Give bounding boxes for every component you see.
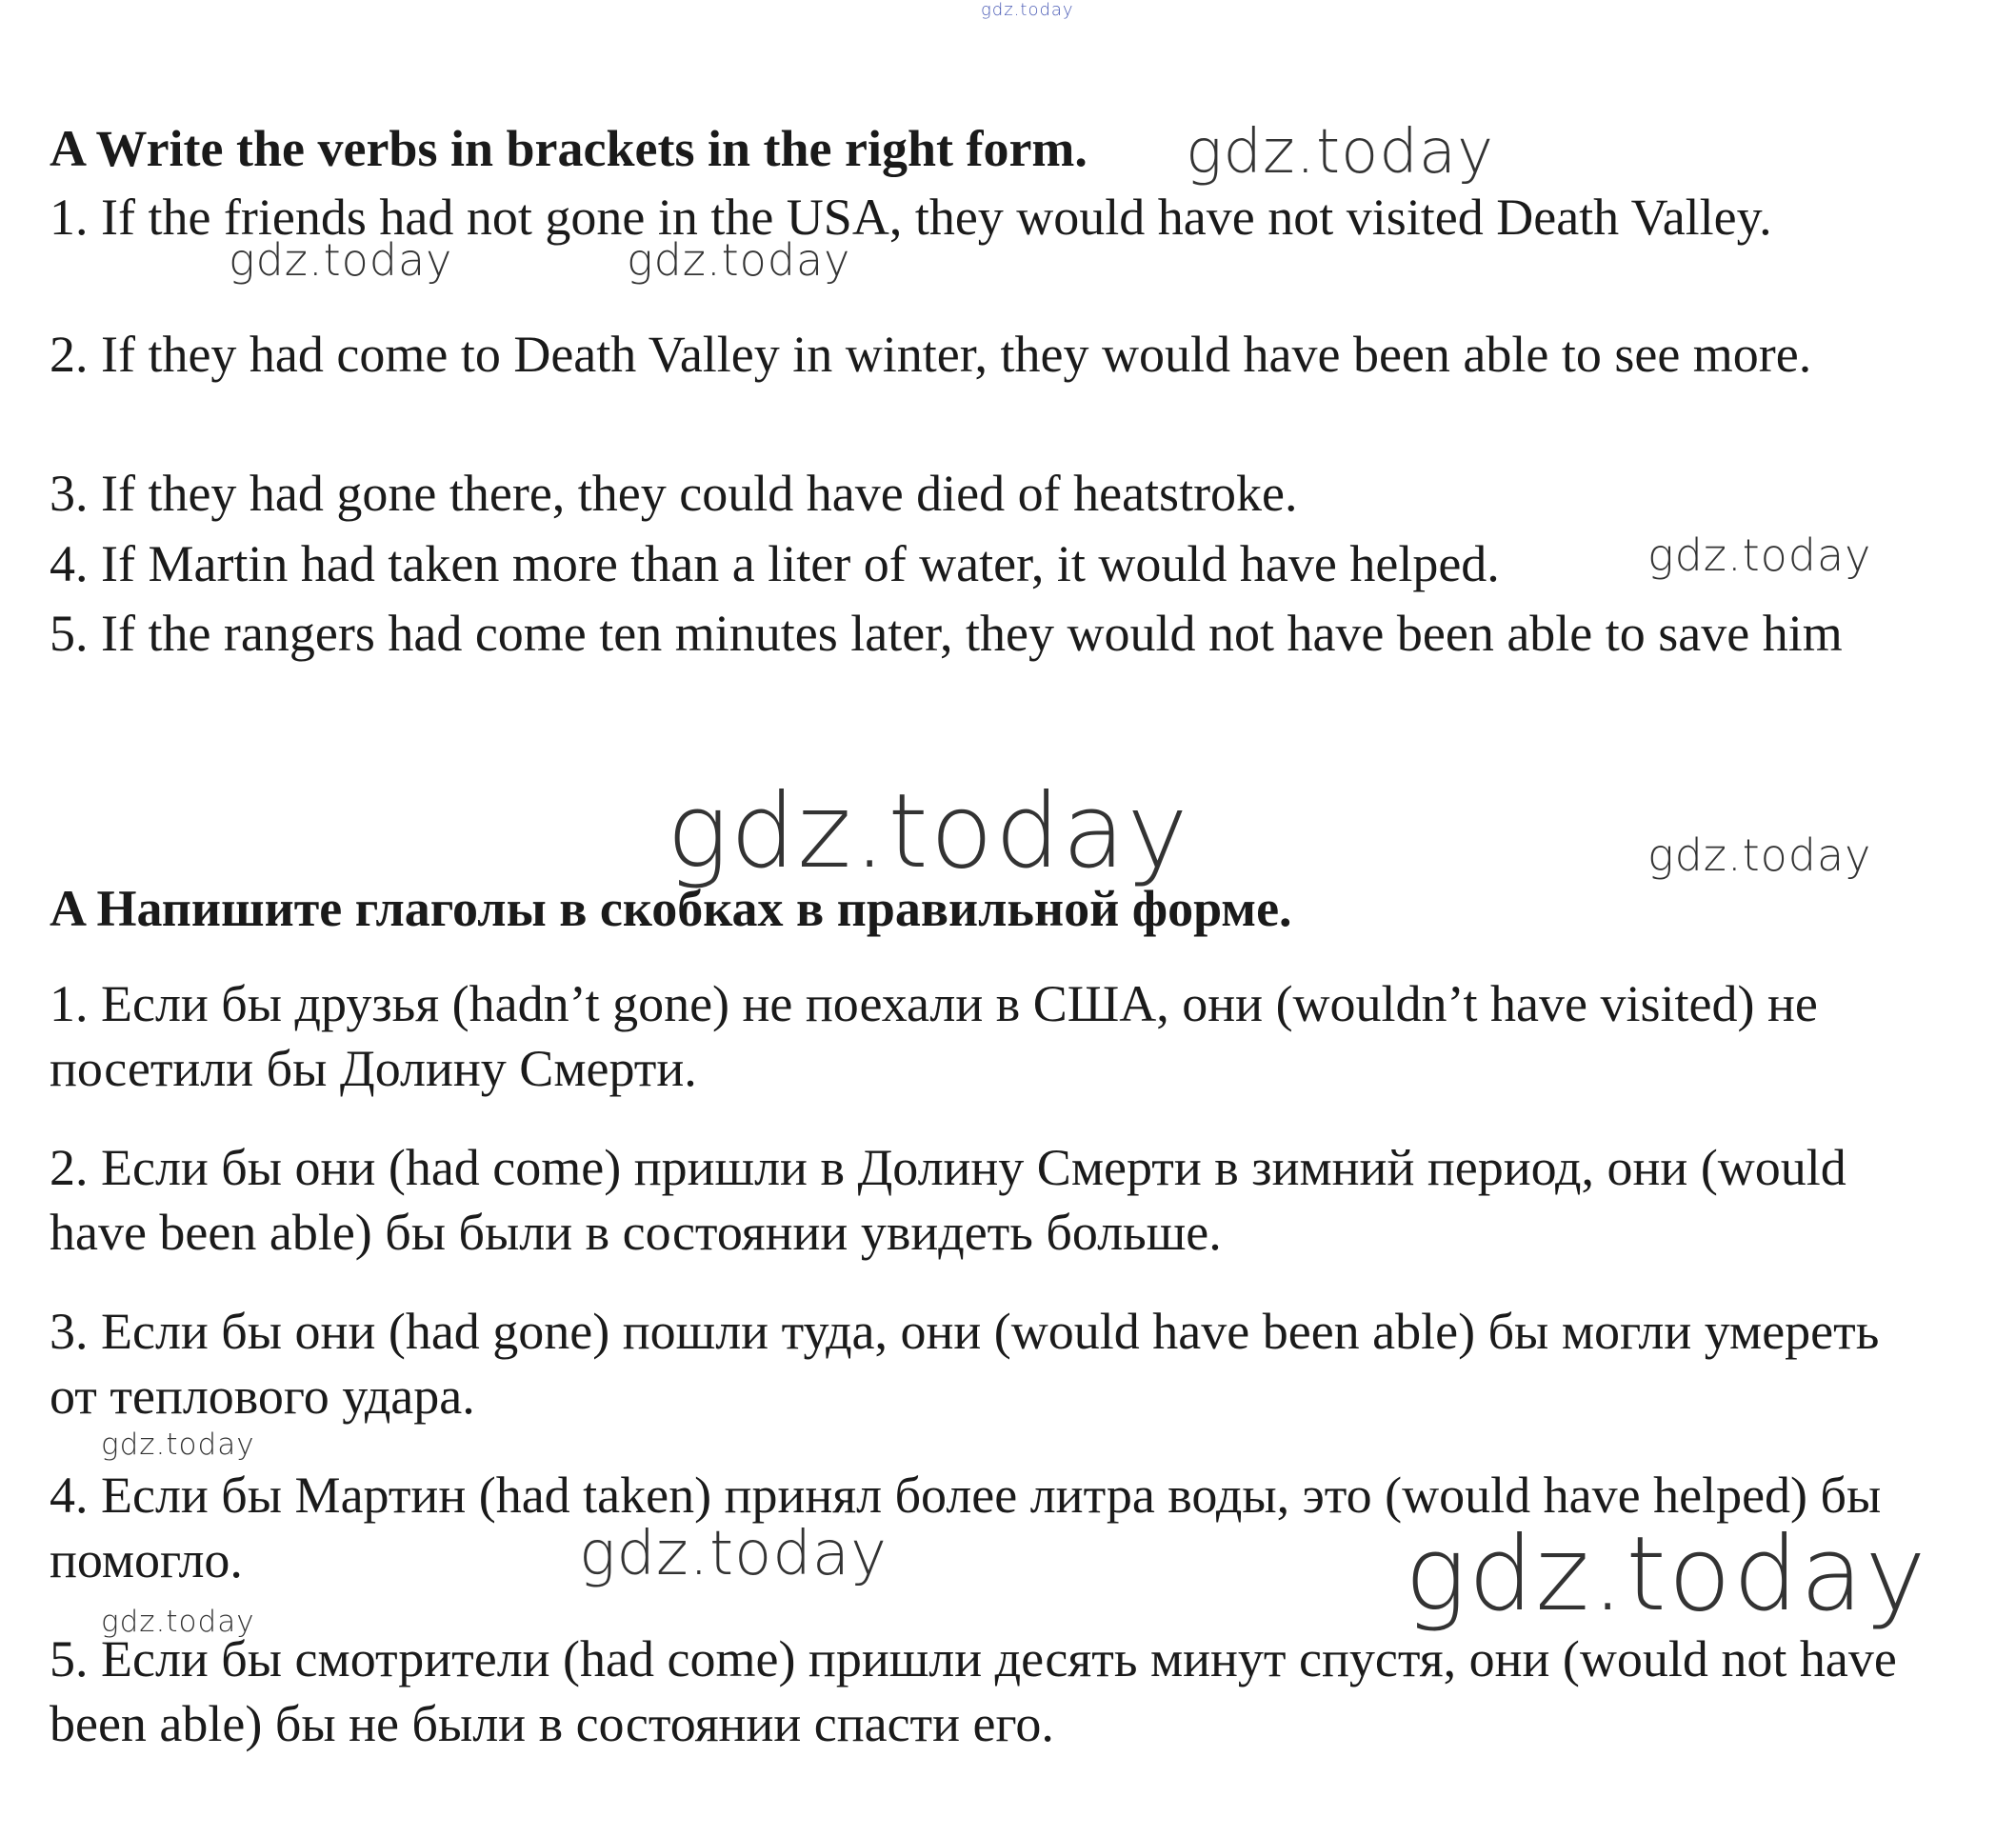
english-item-2: 2. If they had come to Death Valley in winter, they would have been able to see more.	[50, 326, 1812, 383]
watermark: gdz.today	[627, 234, 851, 286]
russian-item-1: 1. Если бы друзья (hadn’t gone) не поехали в США, они (wouldn’t have visited) не посетили бы Долину Смерти.	[50, 975, 1818, 1097]
english-item-3: 3. If they had gone there, they could have died of heatstroke.	[50, 465, 1298, 522]
watermark-large: gdz.today	[667, 772, 1190, 891]
watermark: gdz.today	[101, 1605, 255, 1639]
watermark: gdz.today	[1186, 117, 1494, 188]
english-item-5: 5. If the rangers had come ten minutes later, they would not have been able to save him	[50, 605, 1843, 662]
russian-item-2: 2. Если бы они (had come) пришли в Долину Смерти в зимний период, они (would have been able) бы были в состоянии увидеть больше.	[50, 1139, 1846, 1261]
english-title: A Write the verbs in brackets in the right form.	[50, 120, 1088, 177]
watermark: gdz.today	[229, 234, 453, 286]
english-item-4: 4. If Martin had taken more than a liter of water, it would have helped.	[50, 535, 1500, 592]
russian-title: A Напишите глаголы в скобках в правильной форме.	[50, 880, 1292, 937]
watermark: gdz.today	[1647, 829, 1872, 881]
watermark: gdz.today	[101, 1428, 255, 1462]
watermark: gdz.today	[1647, 529, 1872, 581]
watermark-large: gdz.today	[1405, 1515, 1928, 1634]
russian-item-5: 5. Если бы смотрители (had come) пришли десять минут спустя, они (would not have been able) бы не были в состоянии спасти его.	[50, 1630, 1897, 1752]
watermark-top: gdz.today	[981, 0, 1074, 20]
russian-item-3: 3. Если бы они (had gone) пошли туда, они (would have been able) бы могли умереть от теплового удара.	[50, 1303, 1880, 1425]
english-item-1: 1. If the friends had not gone in the USA, they would have not visited Death Valley.	[50, 189, 1772, 246]
watermark: gdz.today	[579, 1519, 888, 1589]
russian-item-4: 4. Если бы Мартин (had taken) принял более литра воды, это (would have helped) бы помогло.	[50, 1467, 1882, 1588]
